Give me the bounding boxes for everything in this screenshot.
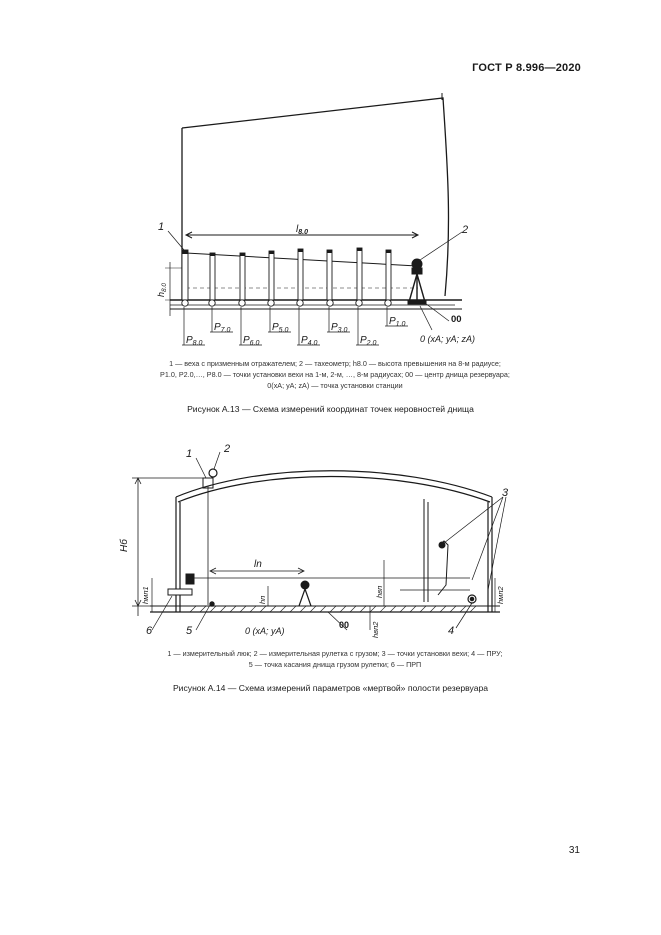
callout-5: 5: [186, 625, 193, 637]
point-label-p2: $P_{2.0}$: [360, 335, 377, 347]
callout-2: 2: [462, 224, 469, 236]
station-label: 0 (xA; yA): [245, 626, 285, 636]
point-label-p5: $P_{5.0}$: [272, 322, 289, 334]
tank-height-label: Hб: [119, 539, 130, 552]
page-number: 31: [568, 845, 580, 856]
center-label-00: 00: [339, 620, 350, 630]
height-label: $h_{8.0}$: [156, 282, 168, 297]
point-label-p6: $P_{6.0}$: [243, 335, 260, 347]
point-label-p3: $P_{3.0}$: [331, 322, 348, 334]
center-label-00: 00: [451, 314, 462, 325]
document-header: ГОСТ Р 8.996—2020: [472, 62, 581, 74]
callout-3: 3: [502, 487, 509, 499]
figure-a13-legend: [95, 358, 575, 391]
dim-label-hvp2: hвп2: [371, 621, 380, 638]
point-label-p1: $P_{1.0}$: [389, 316, 406, 328]
figure-a13-diagram: [0, 0, 661, 350]
legend-line: 1 — измерительный люк; 2 — измерительная рулетка с грузом; 3 — точки установки вехи; 4 — ПРУ;: [167, 649, 503, 658]
figure-a14-diagram: [0, 430, 661, 650]
callout-1: 1: [158, 221, 165, 233]
legend-line: 1 — веха с призменным отражателем; 2 — тахеометр; h8.0 — высота превышения на 8-м радиусе;: [169, 359, 501, 368]
dim-label-hvp: hвп: [375, 585, 384, 598]
distance-label: $l_{8.0}$: [296, 224, 308, 236]
figure-a13-caption: Рисунок А.13 — Схема измерений координат точек неровностей днища: [187, 404, 474, 414]
distance-label: ln: [254, 559, 262, 570]
legend-line: 0(xA; yA; zA) — точка установки станции: [267, 381, 403, 390]
dim-label-hmp2: hмп2: [496, 586, 505, 604]
figure-a14-legend: [95, 648, 575, 670]
station-label: 0 (xA; yA; zA): [420, 334, 476, 344]
point-label-p4: $P_{4.0}$: [301, 335, 318, 347]
point-label-p7: $P_{7.0}$: [214, 322, 231, 334]
dim-label-hmp1: hмп1: [141, 586, 150, 604]
callout-2: 2: [224, 443, 231, 455]
callout-4: 4: [448, 625, 455, 637]
figure-a14-caption: Рисунок А.14 — Схема измерений параметров «мертвой» полости резервуара: [172, 683, 489, 693]
legend-line: P1.0, P2.0,…, P8.0 — точки установки вехи на 1-м, 2-м, …, 8-м радиусах; 00 — центр днища резервуара;: [160, 370, 510, 379]
dim-label-hp: hп: [258, 595, 267, 604]
callout-1: 1: [186, 448, 193, 460]
legend-line: 5 — точка касания днища грузом рулетки; 6 — ПРП: [248, 660, 422, 669]
point-label-p8: $P_{8.0}$: [186, 335, 203, 347]
callout-6: 6: [146, 625, 153, 637]
